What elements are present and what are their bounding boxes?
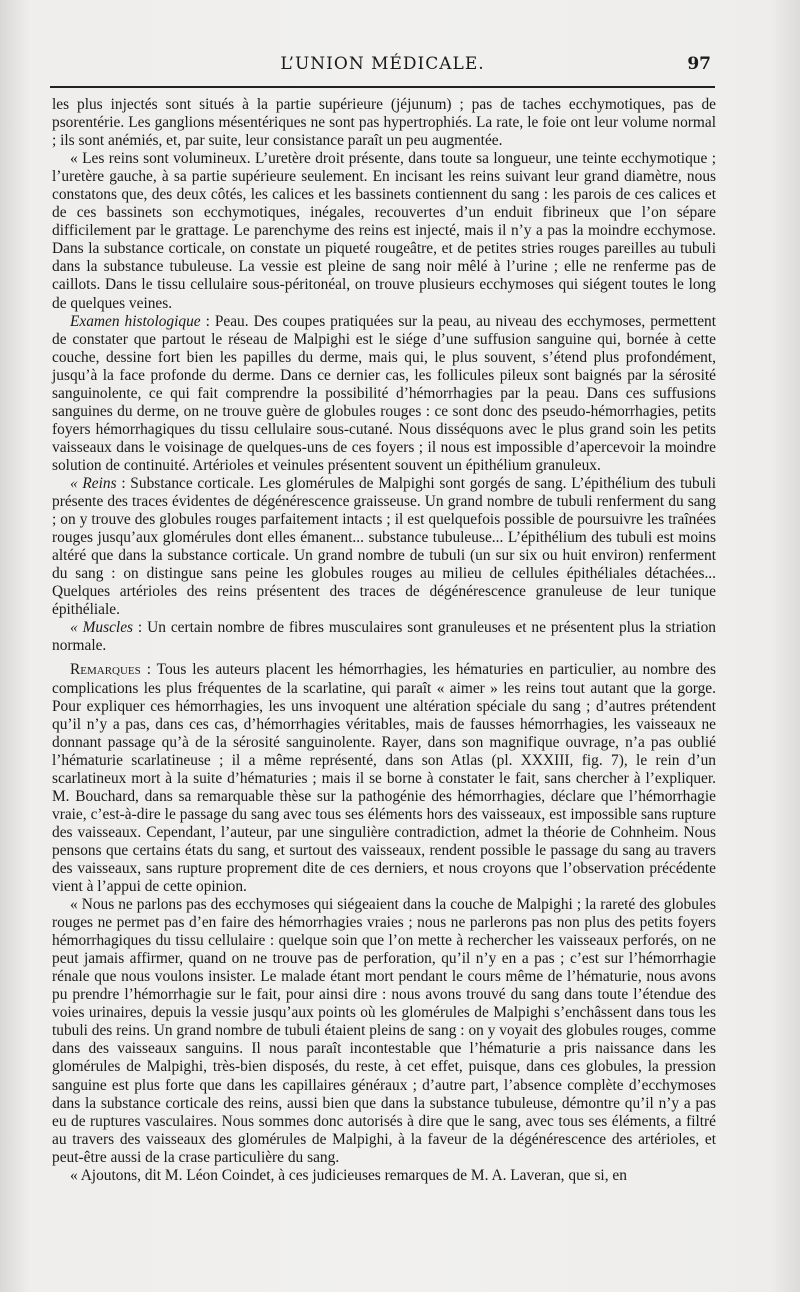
paragraph-discussion: « Nous ne parlons pas des ecchymoses qui siégeaient dans la couche de Malpighi ; la rareté des globules rouges ne permet pas d’en faire des hémorrhagies vraies ; nous ne parlerons pas non plus des petits foyers hémorrhagiques du tissu cellulaire : quelque soin que l’on mette à rechercher les vaisseaux perforés, on ne peut jamais affirmer, quand on ne trouve pas de perforation, qu’il n’y en a pas ; c’est sur l’hémorrhagie rénale que nous voulons insister. Le malade étant mort pendant le cours même de l’hématurie, nous avons pu prendre l’hémorrhagie sur le fait, pour ainsi dire : nous avons trouvé du sang dans toute l’étendue des voies urinaires, depuis la vessie jusqu’aux points où les glomérules de Malpighi s’enchâssent dans tous les tubuli des reins. Un grand nombre de tubuli étaient pleins de sang : on y voyait des globules rouges, comme dans des vaisseaux sanguins. Il nous paraît incontestable que l’hématurie a pris naissance dans les glomérules de Malpighi, très-bien disposés, du reste, à cet effet, puisque, dans ces globules, la pression sanguine est plus forte que dans les capillaires généraux ; d’autre part, l’absence complète d’ecchymoses dans la substance corticale des reins, aussi bien que dans la substance tubuleuse, démontre qu’il n’y a pas eu de ruptures vasculaires. Nous sommes donc autorisés à dire que le sang, avec tous ses éléments, a filtré au travers des vaisseaux des glomérules de Malpighi, à la faveur de la dégénérescence des artérioles, et peut-être aussi de la crase particulière du sang. [52,896,716,1166]
paragraph-remarks: Remarques : Tous les auteurs placent les hémorrhagies, les hématuries en particulier, au nombre des complications les plus fréquentes de la scarlatine, qui paraît « aimer » les reins tout autant que la gorge. Pour expliquer ces hémorrhagies, les uns invoquent une altération spéciale du sang ; d’autres prétendent qu’il n’y a pas, dans ces cas, d’hémorrhagies véritables, mais de fausses hémorrhagies, les vaisseaux ne donnant passage qu’à de la sérosité sanguinolente. Rayer, dans son magnifique ouvrage, n’a pas oublié l’hématurie scarlatineuse ; il a même représenté, dans son Atlas (pl. XXXIII, fig. 7), le rein d’un scarlatineux mort à la suite d’hématuries ; mais il se borne à constater le fait, sans chercher à l’expliquer. M. Bouchard, dans sa remarquable thèse sur la pathogénie des hémorrhagies, déclare que l’hémorrhagie vraie, c’est-à-dire le passage du sang avec tous ses éléments hors des vaisseaux, est impossible sans rupture des vaisseaux. Cependant, l’auteur, par une singulière contradiction, admet la théorie de Cohnheim. Nous pensons que certains états du sang, et surtout des vaisseaux, rendent possible le passage du sang au travers des vaisseaux, sans rupture proprement dite de ces derniers, et nous croyons que l’observation précédente vient à l’appui de cette opinion. [52,661,716,896]
header-rule [50,86,715,88]
paragraph-final: « Ajoutons, dit M. Léon Coindet, à ces judicieuses remarques de M. A. Laveran, que si, en [70,1166,627,1184]
lead-histology: Examen histologique [70,312,201,330]
paragraph-continuation: les plus injectés sont situés à la partie supérieure (jéjunum) ; pas de taches ecchymotiques, pas de psorentérie. Les ganglions mésentériques ne sont pas hypertrophiés. La rate, le foie ont leur volume normal ; ils sont anémiés, et, par suite, leur consistance paraît un peu augmentée. [52,96,716,150]
lead-remarks: Remarques [70,661,141,679]
page-header [50,54,715,80]
paragraph-histology-kidneys: « Reins : Substance corticale. Les glomérules de Malpighi sont gorgés de sang. L’épithélium des tubuli présente des traces évidentes de dégénérescence graisseuse. Un grand nombre de tubuli renferment du sang ; on y trouve des globules rouges parfaitement intacts ; il est quelquefois possible de poursuivre les traînées rouges jusqu’aux glomérules dont elles émanent... substance tubuleuse... L’épithélium des tubuli est moins altéré que dans la substance corticale. Un grand nombre de tubuli (un sur six ou huit environ) renferment du sang : on distingue sans peine les globules rouges au milieu de cellules épithéliales détachées... Quelques artérioles des reins présentent des traces de dégénérescence granuleuse de leur tunique épithéliale. [52,474,716,619]
paragraph-histology-skin: Examen histologique : Peau. Des coupes pratiquées sur la peau, au niveau des ecchymoses, permettent de constater que partout le réseau de Malpighi est le siége d’une suffusion sanguine qui, bornée à cette couche, dessine fort bien les papilles du derme, mais qui, le plus souvent, s’étend plus profondément, jusqu’à la face profonde du derme. Dans ce dernier cas, les follicules pileux sont baignés par la sérosité sanguinolente, ce qui fait comprendre la possibilité d’hémorrhagies par la peau. Dans ces suffusions sanguines du derme, on ne trouve guère de globules rouges : ce sont donc des pseudo-hémorrhagies, petits foyers hémorrhagiques du tissu cellulaire sous-cutané. Nous disséquons avec le plus grand soin les petits vaisseaux dans le voisinage de quelques-uns de ces foyers ; il nous est impossible d’apercevoir la moindre solution de continuité. Artérioles et veinules présentent souvent un épithélium granuleux. [52,312,716,474]
running-title: L’UNION MÉDICALE. [280,54,485,74]
paragraph-kidneys-gross: « Les reins sont volumineux. L’uretère droit présente, dans toute sa longueur, une teinte ecchymotique ; l’uretère gauche, à sa partie supérieure seulement. En incisant les reins suivant leur grand diamètre, nous constatons que, des deux côtés, les calices et les bassinets contiennent du sang : les parois de ces calices et de ces bassinets son ecchymotiques, inégales, recouvertes d’un enduit fibrineux que l’on sépare difficilement par le grattage. Le parenchyme des reins est injecté, mais il n’y a pas la moindre ecchymose. Dans la substance corticale, on constate un piqueté rougeâtre, et de petites stries rouges pareilles au tubuli dans la substance tubuleuse. La vessie est pleine de sang noir mêlé à l’urine ; elle ne renferme pas de caillots. Dans le tissu cellulaire sous-péritonéal, on trouve plusieurs ecchymoses qui siégent toutes le long de quelques veines. [52,150,716,312]
lead-muscles: « Muscles [70,619,134,637]
paragraph-histology-muscles: « Muscles : Un certain nombre de fibres musculaires sont granuleuses et ne présentent plus la striation normale. [52,619,716,655]
lead-kidneys: « Reins [70,474,117,492]
body-text [52,96,716,1185]
page-number: 97 [687,54,711,74]
